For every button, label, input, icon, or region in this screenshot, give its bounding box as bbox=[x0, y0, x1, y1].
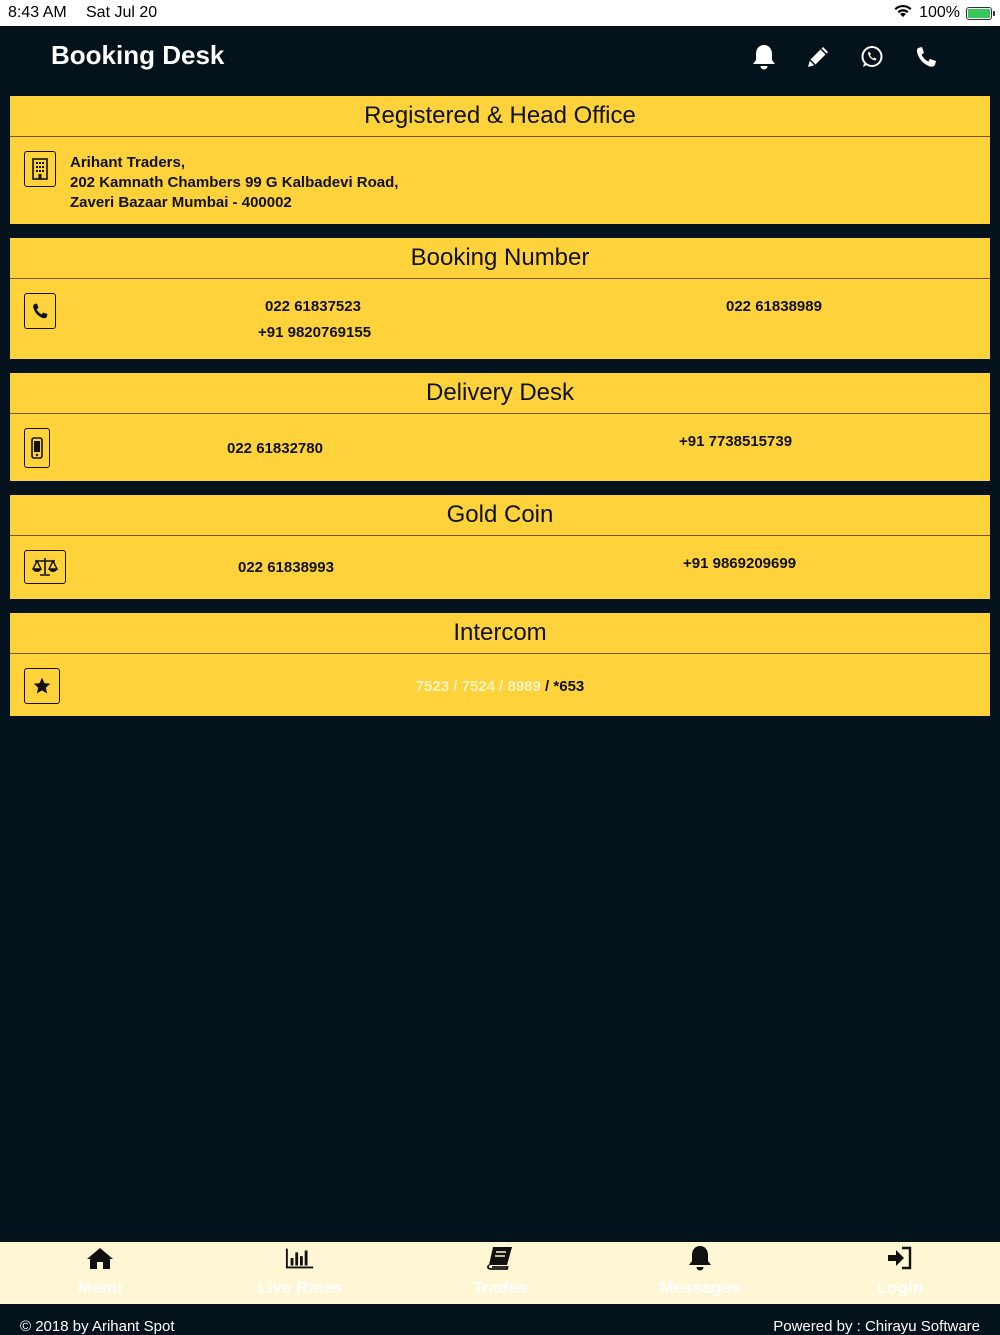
tab-login-label: Login bbox=[876, 1278, 924, 1297]
sign-in-icon bbox=[885, 1244, 915, 1272]
office-address bbox=[70, 153, 398, 213]
mobile-icon bbox=[24, 428, 50, 468]
card-body-delivery bbox=[10, 414, 990, 481]
status-right bbox=[893, 3, 992, 23]
battery-percent: 100% bbox=[919, 4, 960, 21]
phone-icon[interactable] bbox=[910, 41, 942, 73]
address-line-2: 202 Kamnath Chambers 99 G Kalbadevi Road, bbox=[70, 174, 399, 191]
card-body-booking bbox=[10, 279, 990, 359]
status-bar bbox=[0, 0, 1000, 26]
address-line-1: Arihant Traders, bbox=[70, 154, 186, 171]
intercom-separator: / bbox=[449, 678, 462, 695]
card-title-gold: Gold Coin bbox=[10, 495, 990, 536]
card-title-intercom: Intercom bbox=[10, 613, 990, 654]
bell-icon[interactable] bbox=[748, 41, 780, 73]
status-date: Sat Jul 20 bbox=[86, 4, 158, 21]
card-title-booking: Booking Number bbox=[10, 238, 990, 279]
building-icon bbox=[24, 151, 56, 187]
book-icon bbox=[485, 1244, 515, 1272]
booking-number-2[interactable]: +91 9820769155 bbox=[258, 324, 372, 341]
bar-chart-icon bbox=[285, 1244, 315, 1272]
card-body-head-office bbox=[10, 137, 990, 224]
booking-number-3[interactable]: 022 61838989 bbox=[726, 298, 822, 315]
app-header bbox=[0, 26, 1000, 90]
intercom-separator: / bbox=[540, 678, 554, 695]
page-title: Booking Desk bbox=[51, 40, 225, 70]
home-icon bbox=[85, 1244, 115, 1272]
card-intercom bbox=[10, 613, 990, 716]
tab-menu[interactable] bbox=[0, 1242, 200, 1304]
phone-icon bbox=[24, 293, 56, 329]
wifi-icon bbox=[893, 3, 913, 23]
card-booking-number bbox=[10, 238, 990, 359]
intercom-extensions bbox=[10, 678, 990, 695]
booking-number-1[interactable]: 022 61837523 bbox=[265, 298, 361, 315]
intercom-ext-2[interactable]: 7524 bbox=[461, 678, 495, 695]
card-delivery-desk bbox=[10, 373, 990, 481]
tab-messages-label: Messages bbox=[659, 1278, 741, 1297]
intercom-ext-3[interactable]: 8989 bbox=[507, 678, 541, 695]
scale-icon bbox=[24, 550, 66, 584]
tab-login[interactable] bbox=[800, 1242, 1000, 1304]
footer bbox=[0, 1304, 1000, 1334]
tab-trades-label: Trades bbox=[472, 1278, 528, 1297]
delivery-number-2[interactable]: +91 7738515739 bbox=[679, 433, 793, 450]
intercom-separator: / bbox=[494, 678, 508, 695]
battery-icon bbox=[966, 7, 992, 20]
card-head-office bbox=[10, 96, 990, 224]
pencil-icon[interactable] bbox=[802, 41, 834, 73]
bottom-tab-bar bbox=[0, 1242, 1000, 1304]
tab-live-rates-label: Live Rates bbox=[257, 1278, 343, 1297]
copyright-text: © 2018 by Arihant Spot bbox=[20, 1318, 175, 1335]
tab-messages[interactable] bbox=[600, 1242, 800, 1304]
tab-trades[interactable] bbox=[400, 1242, 600, 1304]
header-actions bbox=[748, 41, 942, 73]
intercom-ext-4[interactable]: *653 bbox=[553, 678, 585, 695]
tab-menu-label: Menu bbox=[77, 1278, 123, 1297]
card-body-gold bbox=[10, 536, 990, 599]
address-line-3: Zaveri Bazaar Mumbai - 400002 bbox=[70, 194, 292, 211]
card-body-intercom bbox=[10, 654, 990, 716]
gold-number-1[interactable]: 022 61838993 bbox=[238, 559, 334, 576]
delivery-number-1[interactable]: 022 61832780 bbox=[227, 440, 323, 457]
status-time: 8:43 AM bbox=[8, 4, 67, 21]
card-title-delivery: Delivery Desk bbox=[10, 373, 990, 414]
whatsapp-icon[interactable] bbox=[856, 41, 888, 73]
bell-icon bbox=[685, 1244, 715, 1272]
powered-by-text: Powered by : Chirayu Software bbox=[773, 1318, 980, 1335]
intercom-ext-1[interactable]: 7523 bbox=[415, 678, 450, 695]
card-gold-coin bbox=[10, 495, 990, 599]
gold-number-2[interactable]: +91 9869209699 bbox=[683, 555, 797, 572]
card-title-head-office: Registered & Head Office bbox=[10, 96, 990, 137]
tab-live-rates[interactable] bbox=[200, 1242, 400, 1304]
